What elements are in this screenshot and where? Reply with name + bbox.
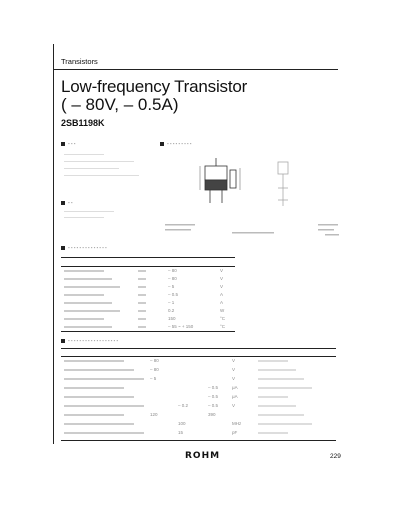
part-number: 2SB1198K: [61, 118, 105, 128]
abs-param-placeholder: [64, 278, 112, 280]
elec-param-placeholder: [64, 387, 124, 389]
abs-symbol-placeholder: [138, 310, 146, 312]
abs-unit: °C: [220, 324, 226, 329]
elec-condition-placeholder: [258, 387, 312, 389]
elec-unit: MHz: [232, 421, 242, 426]
abs-value: – 55 ~ + 150: [168, 324, 194, 329]
elec-condition-placeholder: [258, 396, 288, 398]
elec-unit: μA: [232, 385, 238, 390]
page-subtitle: ( – 80V, – 0.5A): [61, 95, 179, 114]
elec-min: 120: [150, 412, 158, 417]
page-number: 229: [330, 453, 341, 460]
features-text: [64, 150, 149, 195]
left-rule: [53, 44, 54, 444]
elec-max: – 0.5: [208, 403, 219, 408]
category-label: Transistors: [61, 57, 98, 66]
abs-unit: V: [220, 276, 224, 281]
elec-param-placeholder: [64, 396, 134, 398]
abs-symbol-placeholder: [138, 326, 146, 328]
elec-max: 390: [208, 412, 216, 417]
abs-max-heading: ▪ ▪ ▪ ▪ ▪ ▪ ▪ ▪ ▪ ▪ ▪ ▪ ▪ ▪: [61, 245, 107, 250]
abs-unit: V: [220, 268, 224, 273]
abs-unit: A: [220, 292, 224, 297]
elec-condition-placeholder: [258, 378, 304, 380]
elec-typ: – 0.2: [178, 403, 189, 408]
abs-symbol-placeholder: [138, 318, 146, 320]
elec-param-placeholder: [64, 405, 144, 407]
elec-typ: 15: [178, 430, 184, 435]
abs-value: 0.2: [168, 308, 175, 313]
abs-param-placeholder: [64, 302, 112, 304]
elec-condition-placeholder: [258, 360, 288, 362]
elec-min: – 5: [150, 376, 157, 381]
abs-unit: W: [220, 308, 225, 313]
abs-symbol-placeholder: [138, 294, 146, 296]
abs-value: – 80: [168, 276, 177, 281]
abs-param-placeholder: [64, 326, 112, 328]
abs-value: – 1: [168, 300, 175, 305]
elec-max: – 0.5: [208, 394, 219, 399]
abs-param-placeholder: [64, 270, 104, 272]
elec-param-placeholder: [64, 369, 134, 371]
dimensions-heading: ▪ ▪ ▪ ▪ ▪ ▪ ▪ ▪ ▪: [160, 141, 191, 146]
elec-param-placeholder: [64, 378, 144, 380]
abs-unit: °C: [220, 316, 226, 321]
header-rule: [53, 69, 338, 70]
elec-max: – 0.5: [208, 385, 219, 390]
elec-min: – 80: [150, 358, 159, 363]
elec-param-placeholder: [64, 360, 124, 362]
abs-param-placeholder: [64, 310, 120, 312]
elec-unit: V: [232, 376, 236, 381]
elec-condition-placeholder: [258, 405, 296, 407]
elec-unit: V: [232, 403, 236, 408]
abs-symbol-placeholder: [138, 286, 146, 288]
elec-condition-placeholder: [258, 423, 312, 425]
elec-condition-placeholder: [258, 369, 296, 371]
features-heading: ▪ ▪ ▪: [61, 141, 75, 146]
elec-unit: μA: [232, 394, 238, 399]
rohm-logo: ROHM: [185, 451, 221, 461]
structure-text: [64, 208, 149, 223]
elec-param-placeholder: [64, 414, 124, 416]
elec-condition-placeholder: [258, 414, 304, 416]
abs-unit: V: [220, 284, 224, 289]
elec-char-heading: ▪ ▪ ▪ ▪ ▪ ▪ ▪ ▪ ▪ ▪ ▪ ▪ ▪ ▪ ▪ ▪ ▪ ▪: [61, 338, 118, 343]
abs-unit: A: [220, 300, 224, 305]
elec-min: – 80: [150, 367, 159, 372]
elec-unit: V: [232, 367, 236, 372]
structure-heading: ▪ ▪: [61, 200, 72, 205]
abs-symbol-placeholder: [138, 270, 146, 272]
abs-value: – 80: [168, 268, 177, 273]
elec-typ: 100: [178, 421, 186, 426]
abs-param-placeholder: [64, 294, 104, 296]
package-dimension-drawing: [160, 148, 350, 248]
elec-param-placeholder: [64, 423, 134, 425]
abs-param-placeholder: [64, 286, 120, 288]
abs-value: – 5: [168, 284, 175, 289]
page-title: Low-frequency Transistor: [61, 77, 248, 96]
elec-param-placeholder: [64, 432, 144, 434]
abs-value: 150: [168, 316, 176, 321]
elec-unit: pF: [232, 430, 238, 435]
abs-param-placeholder: [64, 318, 104, 320]
abs-symbol-placeholder: [138, 302, 146, 304]
abs-value: – 0.5: [168, 292, 179, 297]
elec-unit: V: [232, 358, 236, 363]
abs-symbol-placeholder: [138, 278, 146, 280]
elec-condition-placeholder: [258, 432, 288, 434]
